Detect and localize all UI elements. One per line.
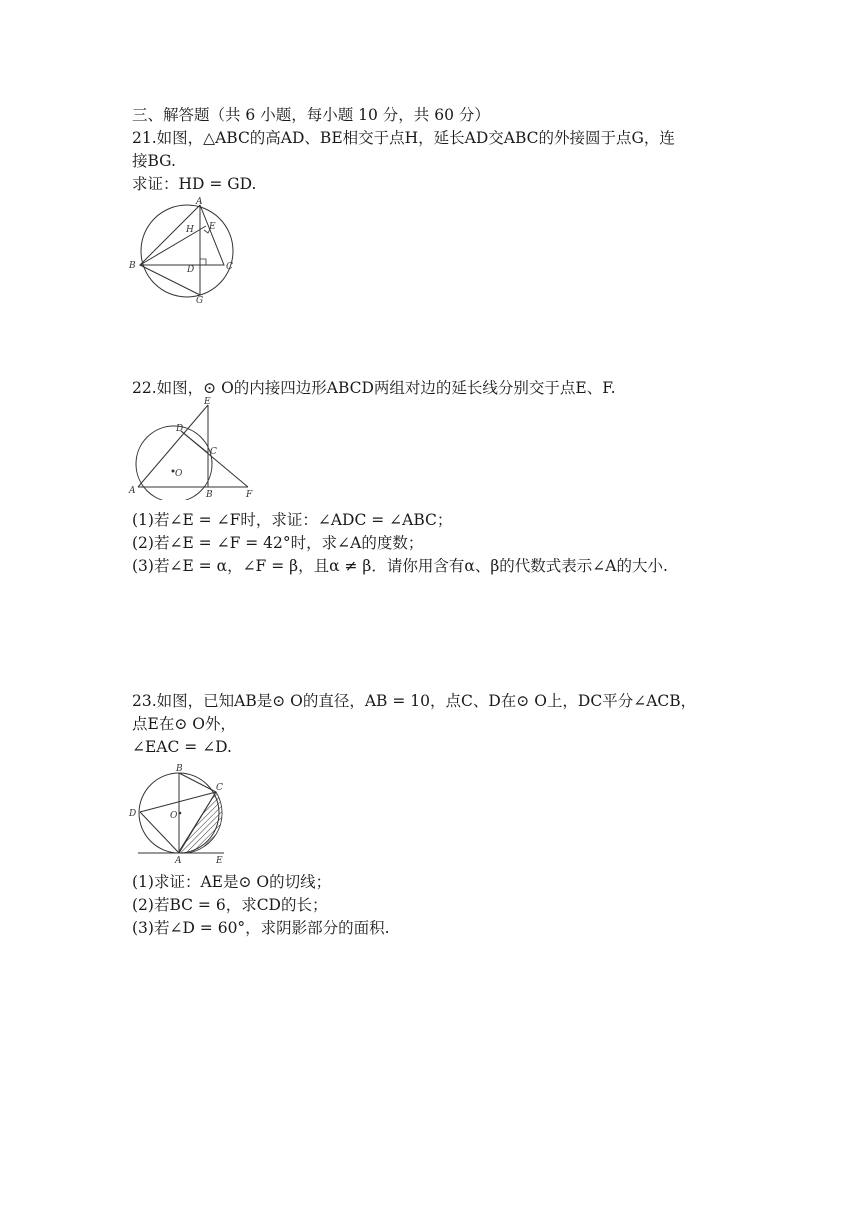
label-b: B — [176, 764, 183, 774]
problem-22-part-1: (1)若∠E = ∠F时，求证：∠ADC = ∠ABC； — [132, 511, 453, 529]
triangle-abc — [140, 205, 224, 265]
problem-22-part-2: (2)若∠E = ∠F = 42°时，求∠A的度数； — [132, 534, 424, 552]
problem-23-part-3: (3)若∠D = 60°，求阴影部分的面积. — [132, 919, 390, 937]
label-b: B — [206, 490, 213, 500]
problem-22-part-3: (3)若∠E = α，∠F = β，且α ≠ β．请你用含有α、β的代数式表示∠A的大小. — [132, 557, 668, 575]
label-b: B — [129, 261, 136, 271]
circumcircle — [141, 205, 233, 297]
label-o: O — [175, 469, 183, 479]
center-dot — [179, 812, 182, 815]
label-a: A — [175, 856, 182, 866]
label-f: F — [246, 490, 253, 500]
label-d: D — [187, 265, 195, 275]
label-c: C — [216, 783, 223, 793]
problem-21-line-2: 接BG. — [132, 152, 176, 170]
segment-cd — [181, 431, 208, 453]
label-g: G — [196, 296, 204, 306]
problem-23-part-1: (1)求证：AE是⊙ O的切线； — [132, 873, 332, 891]
circle-o — [136, 426, 212, 500]
problem-21-line-3: 求证：HD = GD. — [132, 175, 257, 193]
label-h: H — [186, 225, 194, 235]
problem-22-figure — [124, 396, 264, 500]
label-o: O — [170, 811, 178, 821]
problem-23-line-1: 23.如图，已知AB是⊙ O的直径，AB = 10，点C、D在⊙ O上，DC平分∠ACB， — [132, 692, 697, 710]
problem-23-part-2: (2)若BC = 6，求CD的长； — [132, 896, 328, 914]
problem-22-line-1: 22.如图，⊙ O的内接四边形ABCD两组对边的延长线分别交于点E、F. — [132, 379, 616, 397]
label-c: C — [210, 447, 217, 457]
label-e: E — [209, 222, 216, 232]
label-d: D — [176, 424, 184, 434]
problem-23-line-2: 点E在⊙ O外， — [132, 715, 236, 733]
problem-23-figure — [126, 760, 236, 866]
label-e: E — [216, 856, 223, 866]
label-a: A — [129, 486, 136, 496]
segment-dc — [140, 792, 216, 812]
problem-21-line-1: 21.如图，△ABC的高AD、BE相交于点H，延长AD交ABC的外接圆于点G，连 — [132, 129, 675, 147]
label-d: D — [129, 809, 137, 819]
label-a: A — [196, 197, 203, 207]
section-header: 三、解答题（共 6 小题，每小题 10 分，共 60 分） — [132, 106, 490, 124]
segment-bc — [179, 773, 216, 792]
right-angle-d — [200, 259, 206, 265]
problem-23-line-3: ∠EAC = ∠D. — [132, 738, 232, 756]
problem-21-figure — [124, 196, 244, 306]
label-e: E — [204, 397, 211, 407]
label-c: C — [226, 262, 233, 272]
line-ae — [138, 405, 208, 487]
